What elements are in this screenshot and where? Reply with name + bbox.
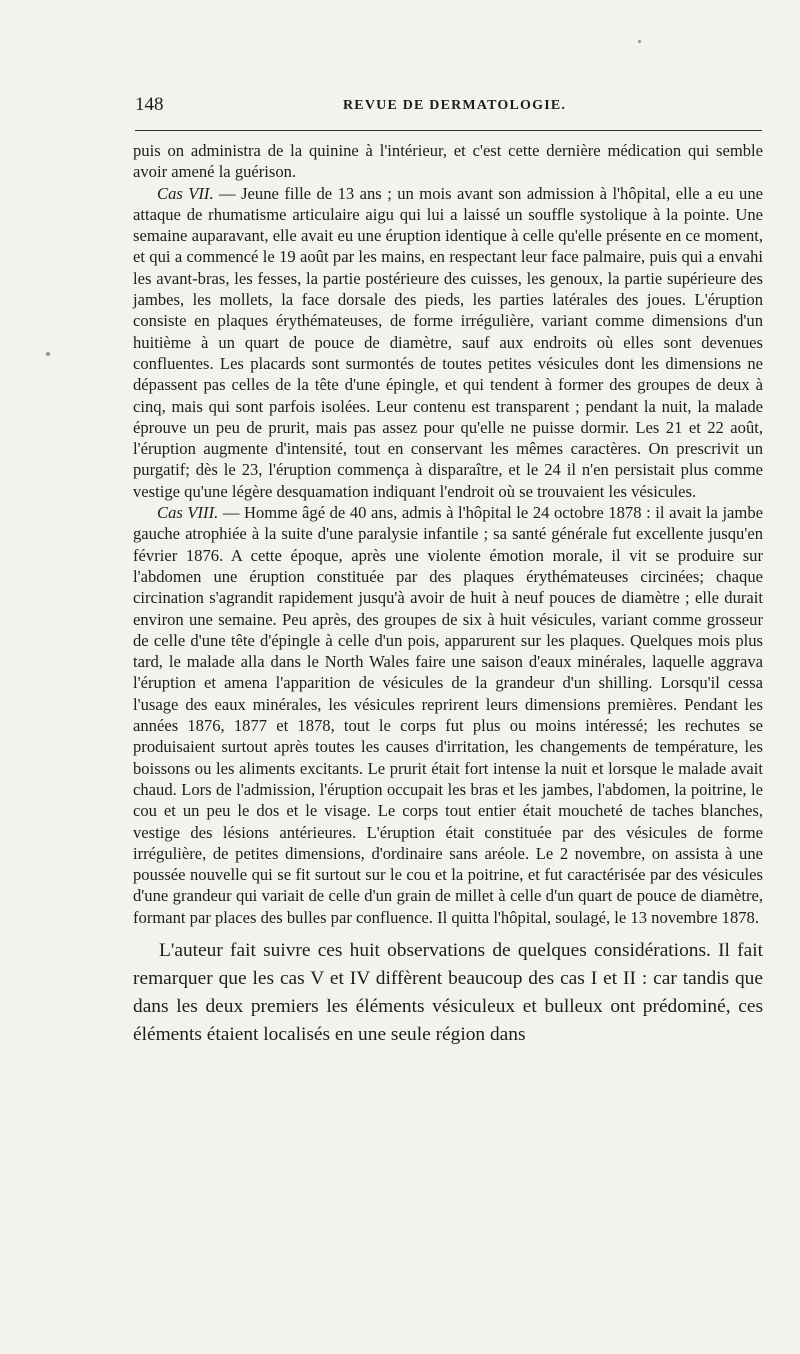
running-title: REVUE DE DERMATOLOGIE. [343, 98, 567, 113]
paragraph-continuation [133, 140, 763, 183]
paragraph-case-viii [133, 502, 763, 928]
paragraph-text: puis on administra de la quinine à l'intérieur, et c'est cette dernière médication qui semble avoir amené la guérison. [133, 141, 763, 182]
print-speck [638, 40, 641, 43]
conclusion-paragraph: L'auteur fait suivre ces huit observations de quelques considérations. Il fait remarquer que les cas V et IV diffèrent beaucoup des cas I et II : car tandis que dans les deux premiers les éléments vésiculeux et bulleux ont prédominé, ces éléments étaient localisés en une seule région dans [133, 939, 763, 1045]
print-speck [46, 352, 50, 356]
case-label: Cas VIII. [157, 503, 219, 523]
paragraph-text: — Jeune fille de 13 ans ; un mois avant son admission à l'hôpital, elle a eu une attaque de rhumatisme articulaire aigu qui lui a laissé un souffle systolique à la pointe. Une semaine auparavant, elle avait eu une éruption identique à celle qu'elle présente en ce moment, et qui a commencé le 19 août par les mains, en respectant leur face palmaire, puis qui a envahi les avant-bras, les fesses, la partie postérieure des cuisses, les genoux, la partie supérieure des jambes, les mollets, la face dorsale des pieds, les parties latérales des joues. L'éruption consiste en plaques érythémateuses, de forme irrégulière, variant comme dimensions d'un huitième à un quart de pouce de diamètre, sauf aux endroits où elles sont devenues confluentes. Les placards sont surmontés de toutes petites vésicules dont les dimensions ne dépassent pas celles de la tête d'une épingle, et qui tendent à former des groupes de deux à cinq, mais qui sont parfois isolées. Leur contenu est transparent ; pendant la nuit, la malade éprouve un peu de prurit, mais pas assez pour qu'elle ne puisse dormir. Les 21 et 22 août, l'éruption augmente d'intensité, tout en conservant les mêmes caractères. On prescrivit un purgatif; dès le 23, l'éruption commença à disparaître, et le 24 il n'en persistait plus comme vestige qu'une légère desquamation indiquant l'endroit où se trouvaient les vésicules. [133, 183, 763, 501]
page-header [135, 94, 762, 120]
body-text [133, 140, 763, 1068]
paragraph-case-vii [133, 183, 763, 502]
case-label: Cas VII. [157, 183, 214, 203]
page-number: 148 [135, 94, 164, 115]
header-rule [135, 130, 762, 131]
paragraph-text: — Homme âgé de 40 ans, admis à l'hôpital le 24 octobre 1878 : il avait la jambe gauche atrophiée à la suite d'une paralysie infantile ; sa santé générale fut excellente jusqu'en février 1876. A cette époque, après une violente émotion morale, il vit se produire sur l'abdomen une éruption constituée par des plaques érythémateuses circinées; chaque circination s'agrandit rapidement jusqu'à avoir de huit à neuf pouces de diamètre ; elle durait environ une semaine. Peu après, des groupes de six à huit vésicules, variant comme grosseur de celle d'une tête d'épingle à celle d'un pois, apparurent sur les plaques. Quelques mois plus tard, le malade alla dans le North Wales faire une saison d'eaux minérales, laquelle aggrava l'éruption et amena l'apparition de vésicules de la grandeur d'un shilling. Lorsqu'il cessa l'usage des eaux minérales, les vésicules reprirent leurs dimensions premières. Pendant les années 1876, 1877 et 1878, tout le corps fut plus ou moins intéressé; les rechutes se produisaient surtout après toutes les causes d'irritation, les changements de température, les boissons ou les aliments excitants. Le prurit était fort intense la nuit et lorsque le malade avait chaud. Lors de l'admission, l'éruption occupait les bras et les jambes, l'abdomen, la poitrine, le cou et un peu le dos et le visage. Le corps tout entier était moucheté de taches blanches, vestige des lésions antérieures. L'éruption était constituée par des vésicules de forme irrégulière, de petites dimensions, d'ordinaire sans aréole. Le 2 novembre, on assista à une poussée nouvelle qui se fit surtout sur le cou et la poitrine, et fut caractérisée par des vésicules d'une grandeur qui variait de celle d'un grain de millet à celle d'un quart de pouce de diamètre, formant par places des bulles par confluence. Il quitta l'hôpital, soulagé, le 13 novembre 1878. [133, 503, 763, 927]
